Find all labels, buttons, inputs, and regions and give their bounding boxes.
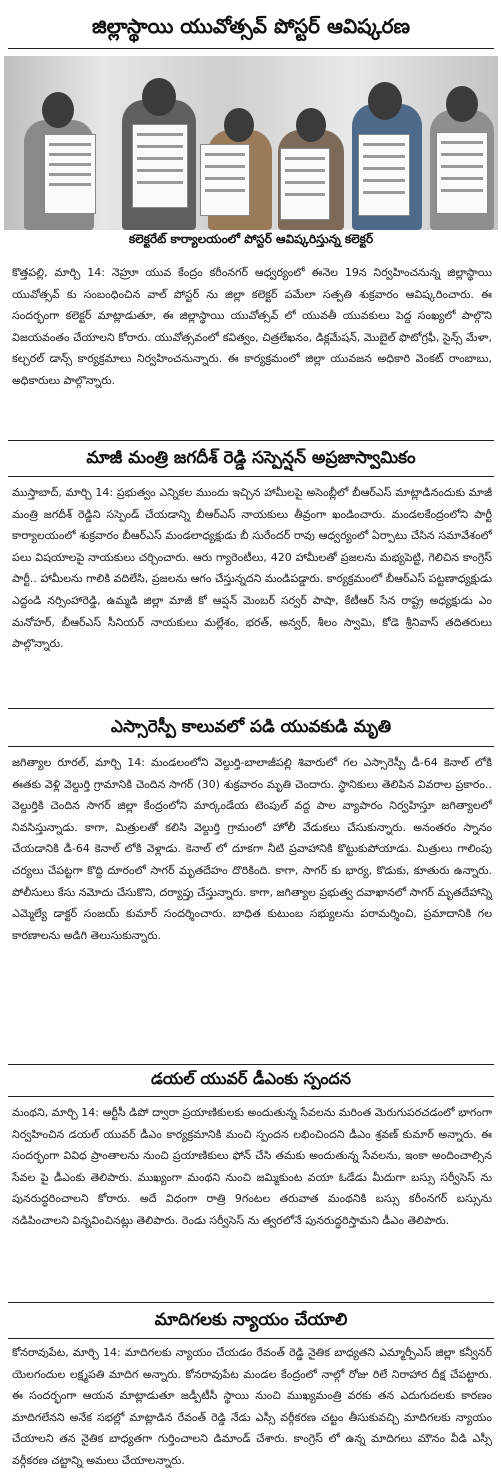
rule [8,1096,494,1097]
article-2-body: ముస్తాబాద్, మార్చి 14: ప్రభుత్వం ఎన్నికల ముందు ఇచ్చిన హామీలపై అసెంబ్లీలో బీఆర్ఎస్ మాట్లాడినందుకు మాజీ మంత్రి జగదీశ్ రెడ్డిని సస్పెండ్ చేయడాన్ని బీఆర్ఎస్ నాయకులు తీవ్రంగా ఖండించారు. మండలకేంద్రంలోని పార్టీ కార్యాలయంలో శుక్రవారం బీఆర్ఎస్ మండలాధ్యక్షుడు బీ సురేందర్ రావు ఆధ్వర్యంలో ఏర్పాటు చేసిన సమావేశంలో పలు విషయాలపై నాయకులు చర్చించారు. ఆరు గ్యారెంటీలు, 420 హామీలతో ప్రజలను మభ్యపెట్టి, గెలిచిన కాంగ్రెస్ పార్టీ.. హామీలను గాలికి వదిలేసి, ప్రజలను ఆగం చేస్తున్నదని మండిపడ్డారు. కార్యక్రమంలో బీఆర్ఎస్ పట్టణాధ్యక్షుడు ఎద్దండి నర్సింహారెడ్డి, ఉమ్మడి జిల్లా మాజీ కో ఆప్షన్ మెంబర్ సర్వర్ పాషా, కేటీఆర్ సేన రాష్ట్ర అధ్యక్షుడు ఎం మనోహర్, బీఆర్ఎస్ సీనియర్ నాయకులు మల్లేశం, భరత్, అన్వర్, శీలం స్వామి, కోడె శ్రీనివాస్ తదితరులు పాల్గొన్నారు. [12,486,492,651]
rule [8,1302,494,1303]
article-4-headline: డయల్ యువర్ డీఎంకు స్పందన [151,1069,351,1088]
rule [8,48,494,49]
article-5-body: కోనరావుపేట, మార్చి 14: మాదిగలకు న్యాయం చేయడం రేవంత్ రెడ్డి నైతిక బాధ్యతని ఎమ్మార్పీఎస్ జిల్లా కన్వీనర్ యెలగందుల లక్ష్మపతి మాదిగ అన్నారు. కోనరావుపేట మండల కేంద్రంలో నాల్గో రోజు రిలే నిరాహార దీక్ష చేపట్టారు. ఈ సందర్భంగా ఆయన మాట్లాడుతూ జడ్పీటీసీ స్థాయి నుంచి ముఖ్యమంత్రి వరకు తన ఎదుగుదలకు కారణం మాదిగలేనని అనేక సభల్లో మాట్లాడిన రేవంత్ రెడ్డి నేడు ఎస్సీ వర్గీకరణ చట్టం తీసుకువచ్చి మాదిగలకు న్యాయం చేయాలని తన నైతిక బాధ్యతగా గుర్తించాలని డిమాండ్ చేశారు. కాంగ్రెస్ లో ఉన్న మాదిగలు మౌనం వీడి ఎస్సీ వర్గీకరణ చట్టాన్ని అమలు చేయాలన్నారు. [12,1346,492,1467]
rule [8,476,494,477]
article-1-body: కొత్తపల్లి, మార్చి 14: నెహ్రూ యువ కేంద్రం కరీంనగర్ ఆధ్వర్యంలో ఈనెల 19న నిర్వహించనున్న జిల్లాస్థాయి యువోత్సవ్ కు సంబంధించిన వాల్ పోస్టర్ ను జిల్లా కలెక్టర్ పమేలా సత్పతి శుక్రవారం ఆవిష్కరించారు. ఈ సందర్భంగా కలెక్టర్ మాట్లాడుతూ, ఈ జిల్లాస్థాయి యువోత్సవ్ లో యువతీ యువకులు పెద్ద సంఖ్యలో పాల్గొని విజయవంతం చేయాలని కోరారు. యువోత్సవంలో కవిత్వం, చిత్రలేఖనం, డిక్లమేషన్, మొబైల్ ఫొటోగ్రఫీ, సైన్స్ మేళా, కల్చరల్ డాన్స్ కార్యక్రమాలు నిర్వహించనున్నారు. ఈ కార్యక్రమంలో జిల్లా యువజన అధికారి వెంకట్ రాంబాబు, అధికారులు పాల్గొన్నారు. [12,266,492,387]
rule [8,440,494,441]
article-4-body: మంథని, మార్చి 14: ఆర్టీసీ డిపో ద్వారా ప్రయాణికులకు అందుతున్న సేవలను మరింత మెరుగుపరచడంలో భాగంగా నిర్వహించిన డయల్ యువర్ డీఎం కార్యక్రమానికి మంచి స్పందన లభించిందని డీఎం శ్రవణ్ కుమార్ అన్నారు. ఈ సందర్భంగా వివిధ ప్రాంతాలను నుంచి ప్రయాణికులు ఫోన్ చేసి తమకు అందుతున్న సేవలను, ఇంకా అందించాల్సిన సేవల పై డీఎంకు తెలిపారు. ముఖ్యంగా మంథని నుంచి జమ్మికుంట వయా ఓడేడు మీదుగా బస్సు సర్వీసెస్ ను పునరుద్ధరించాలని కోరారు. అదే విధంగా రాత్రి 9గంటల తరువాత మంథనికి బస్సు కరీంనగర్ బస్సును నడిపించాలని విన్నవించినట్లు తెలిపారు. రెండు సర్వీసెస్ ను త్వరలోనే పునరుద్ధరిస్తామని డీఎం తెలిపారు. [12,1106,492,1227]
article-2-headline: మాజీ మంత్రి జగదీశ్ రెడ్డి సస్పెన్షన్ అప్రజాస్వామికం [86,448,416,468]
article-3-headline: ఎస్సారెస్పీ కాలువలో పడి యువకుడి మృతి [110,717,392,737]
rule [8,708,494,709]
article-1-headline: జిల్లాస్థాయి యువోత్సవ్ పోస్టర్ ఆవిష్కరణ [92,14,410,38]
rule [8,746,494,747]
article-5-headline: మాదిగలకు న్యాయం చేయాలి [154,1310,348,1330]
rule [8,1338,494,1339]
news-photo [4,56,498,230]
photo-caption: కలెక్టరేట్ కార్యాలయంలో పోస్టర్ ఆవిష్కరిస్తున్న కలెక్టర్ [128,232,374,246]
article-3-body: జగిత్యాల రూరల్, మార్చి 14: మండలంలోని వెల్దుర్తి-బాలాజీపల్లి శివారులో గల ఎస్సారెస్పీ డీ-64 కెనాల్ లోకి ఈతకు వెళ్లి వెల్దుర్తి గ్రామానికి చెందిన సాగర్ (30) శుక్రవారం మృతి చెందారు. స్థానికులు తెలిపిన వివరాల ప్రకారం.. వెల్దుర్తికి చెందిన సాగర్ జిల్లా కేంద్రంలోని మార్కండేయ టెంపుల్ వద్ద పాల వ్యాపారం నిర్వహిస్తూ జగిత్యాలలో నివసిస్తున్నాడు. కాగా, మిత్రులతో కలిసి వెల్దుర్తి గ్రామంలో హోలీ వేడుకలు చేసుకున్నారు. అనంతరం స్నానం చేయడానికి డీ-64 కెనాల్ లోకి వెళ్లాడు. కెనాల్ లో దూకగా నీటి ప్రవాహానికి కొట్టుకుపోయాడు. మిత్రులు గాలింపు చర్యలు చేపట్టగా కొద్ది దూరంలో సాగర్ మృతదేహం దొరికింది. కాగా, సాగర్ కు భార్య, కొడుకు, కూతురు ఉన్నారు. పోలీసులు కేసు నమోదు చేసుకొని, దర్యాప్తు చేస్తున్నారు. కాగా, జగిత్యాల ప్రభుత్వ దవాఖానలో సాగర్ మృతదేహాన్ని ఎమ్మెల్యే డాక్టర్ సంజయ్ కుమార్ సందర్శించారు. బాధిత కుటుంబ సభ్యులను పరామర్శించి, ప్రమాదానికి గల కారణాలను అడిగి తెలుసుకున్నారు. [12,756,492,942]
